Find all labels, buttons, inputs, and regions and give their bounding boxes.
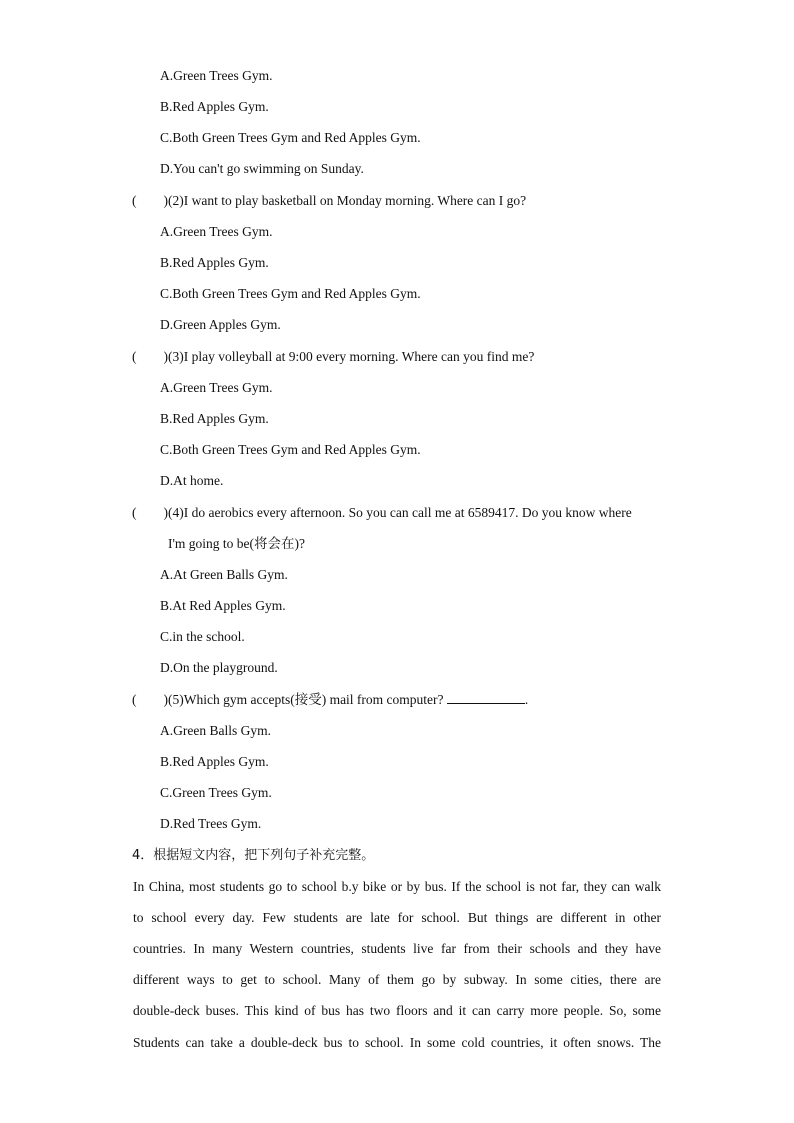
question-2 <box>132 192 526 210</box>
q5-option-b: B.Red Apples Gym. <box>160 754 269 769</box>
passage-line-3: countries. In many Western countries, students live far from their schools and they have <box>133 941 661 956</box>
passage-line-5: double-deck buses. This kind of bus has two floors and it can carry more people. So, some <box>133 1003 661 1018</box>
q2-option-b: B.Red Apples Gym. <box>160 255 269 270</box>
q1-option-b: B.Red Apples Gym. <box>160 99 269 114</box>
question-3 <box>132 348 534 366</box>
answer-blank-parens[interactable]: ( ) <box>132 692 168 707</box>
question-2-text: (2)I want to play basketball on Monday morning. Where can I go? <box>168 193 527 208</box>
q4-option-c: C.in the school. <box>160 629 245 644</box>
q3-option-a: A.Green Trees Gym. <box>160 380 273 395</box>
passage-line-6: Students can take a double-deck bus to school. In some cold countries, it often snows. The <box>133 1035 661 1050</box>
q5-option-a: A.Green Balls Gym. <box>160 723 271 738</box>
q3-option-d: D.At home. <box>160 473 224 488</box>
q2-option-d: D.Green Apples Gym. <box>160 317 281 332</box>
q1-option-d: D.You can't go swimming on Sunday. <box>160 161 364 176</box>
question-5-text: (5)Which gym accepts(接受) mail from computer? <box>168 692 444 707</box>
q4-option-a: A.At Green Balls Gym. <box>160 567 288 582</box>
q3-option-b: B.Red Apples Gym. <box>160 411 269 426</box>
passage-line-2: to school every day. Few students are late for school. But things are different in other <box>133 910 661 925</box>
passage-line-1: In China, most students go to school b.y bike or by bus. If the school is not far, they can walk <box>133 879 661 894</box>
question-4-text: (4)I do aerobics every afternoon. So you can call me at 6589417. Do you know where <box>168 505 632 520</box>
q2-option-c: C.Both Green Trees Gym and Red Apples Gym. <box>160 286 421 301</box>
fill-in-blank[interactable] <box>447 691 525 704</box>
answer-blank-parens[interactable]: ( ) <box>132 349 168 364</box>
question-4 <box>132 504 632 522</box>
q5-option-c: C.Green Trees Gym. <box>160 785 272 800</box>
q4-option-d: D.On the playground. <box>160 660 278 675</box>
q5-option-d: D.Red Trees Gym. <box>160 816 262 831</box>
q1-option-c: C.Both Green Trees Gym and Red Apples Gym. <box>160 130 421 145</box>
answer-blank-parens[interactable]: ( ) <box>132 193 168 208</box>
section-4-heading: 4．根据短文内容，把下列句子补充完整。 <box>132 848 375 863</box>
question-5 <box>132 691 528 709</box>
q1-option-a: A.Green Trees Gym. <box>160 68 273 83</box>
question-4-text-continued: I'm going to be(将会在)? <box>168 536 306 551</box>
passage-line-4: different ways to get to school. Many of them go by subway. In some cities, there are <box>133 972 661 987</box>
q3-option-c: C.Both Green Trees Gym and Red Apples Gym. <box>160 442 421 457</box>
answer-blank-parens[interactable]: ( ) <box>132 505 168 520</box>
question-5-end: . <box>524 692 529 707</box>
question-3-text: (3)I play volleyball at 9:00 every morning. Where can you find me? <box>168 349 535 364</box>
q4-option-b: B.At Red Apples Gym. <box>160 598 286 613</box>
q2-option-a: A.Green Trees Gym. <box>160 224 273 239</box>
